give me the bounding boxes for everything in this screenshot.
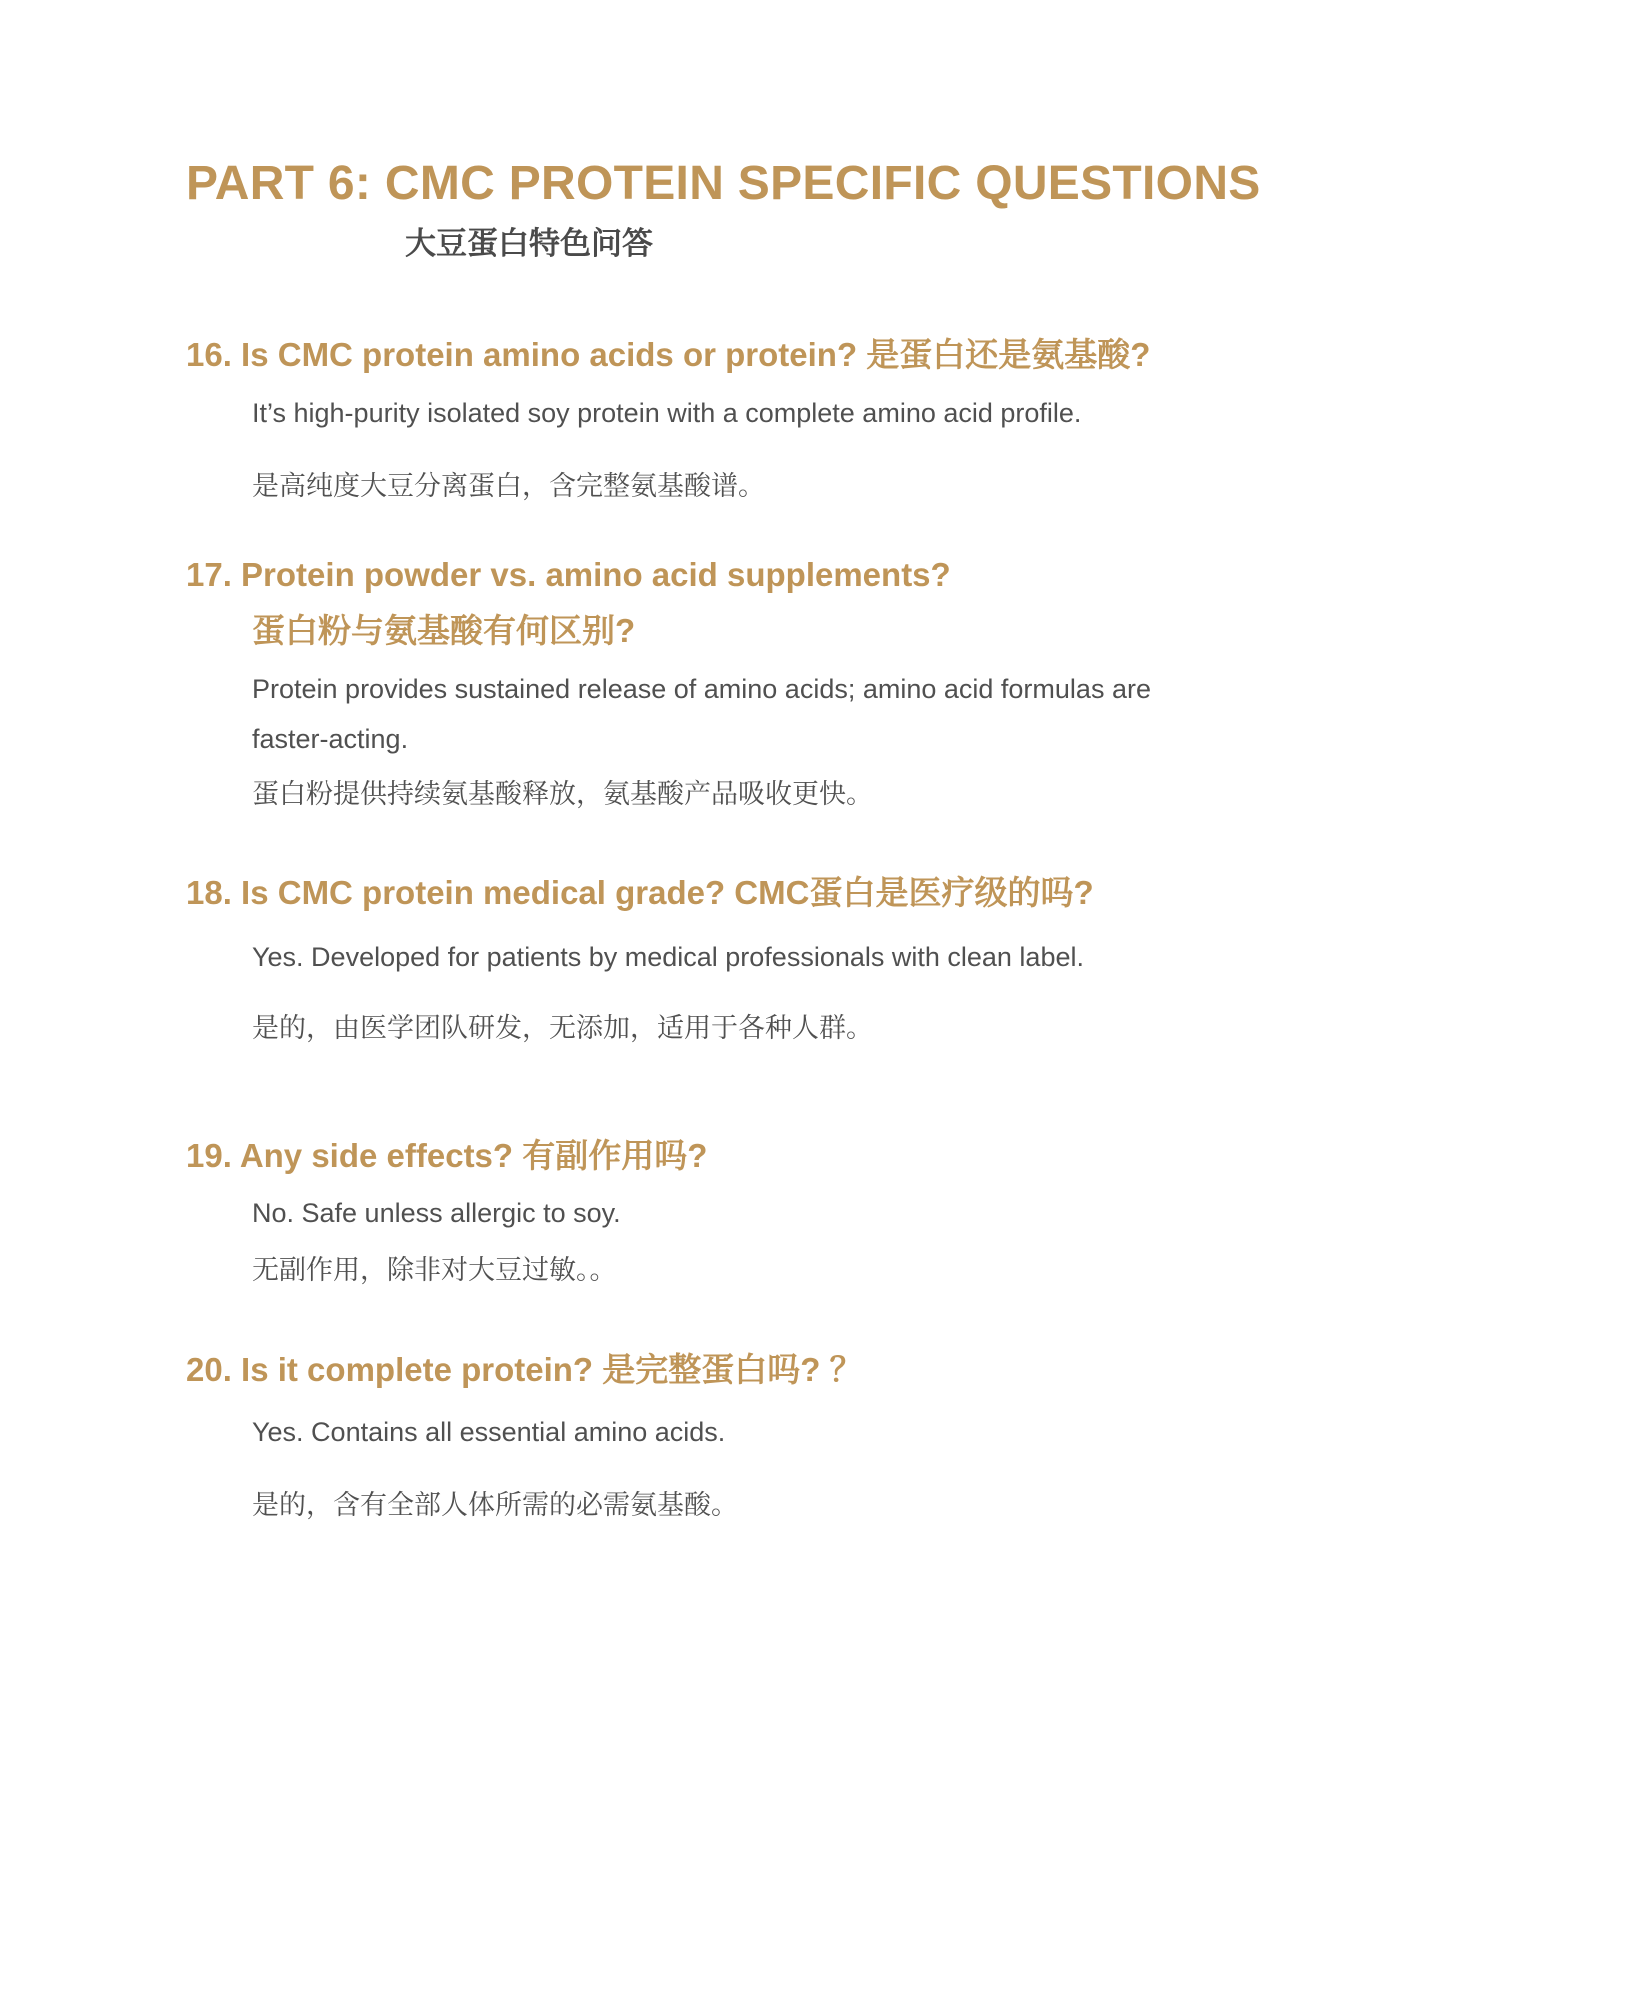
question-heading: 17. Protein powder vs. amino acid supplements? (186, 556, 951, 593)
page-title: PART 6: CMC PROTEIN SPECIFIC QUESTIONS (186, 157, 1261, 210)
answer-english: Yes. Contains all essential amino acids. (252, 1417, 726, 1447)
answer-english: Yes. Developed for patients by medical professionals with clean label. (252, 942, 1084, 972)
answer-chinese: 是的，由医学团队研发，无添加，适用于各种人群。 (252, 1013, 873, 1043)
answer-english-line-2: faster-acting. (252, 724, 409, 754)
answer-english-line-1: Protein provides sustained release of amino acids; amino acid formulas are (252, 674, 1151, 704)
page-subtitle-chinese: 大豆蛋白特色问答 (405, 226, 653, 261)
answer-chinese: 无副作用，除非对大豆过敏。。 (252, 1255, 617, 1285)
answer-chinese: 蛋白粉提供持续氨基酸释放，氨基酸产品吸收更快。 (252, 779, 873, 809)
answer-chinese: 是的，含有全部人体所需的必需氨基酸。 (252, 1490, 738, 1520)
question-heading: 19. Any side effects? 有副作用吗? (186, 1137, 708, 1174)
answer-chinese: 是高纯度大豆分离蛋白，含完整氨基酸谱。 (252, 471, 765, 501)
answer-english: It’s high-purity isolated soy protein with a complete amino acid profile. (252, 398, 1082, 428)
answer-english: No. Safe unless allergic to soy. (252, 1198, 621, 1228)
question-heading-chinese: 蛋白粉与氨基酸有何区别? (252, 612, 636, 649)
question-heading: 16. Is CMC protein amino acids or protein? 是蛋白还是氨基酸? (186, 336, 1151, 373)
question-heading: 18. Is CMC protein medical grade? CMC蛋白是医疗级的吗? (186, 874, 1094, 911)
question-heading: 20. Is it complete protein? 是完整蛋白吗? ？ (186, 1351, 863, 1388)
